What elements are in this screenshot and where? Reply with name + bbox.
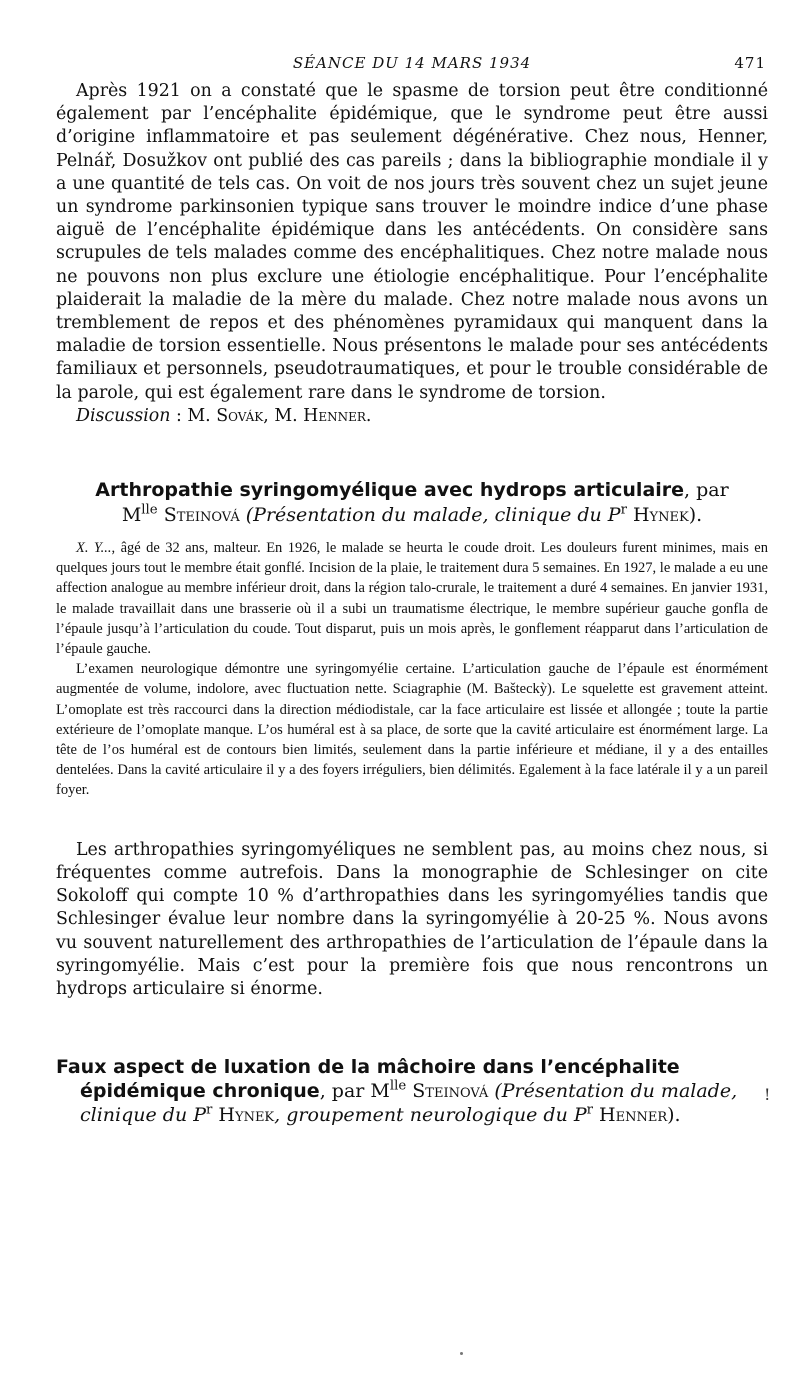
section-heading-arthropathie bbox=[56, 478, 768, 528]
case-history-text: , âgé de 32 ans, malteur. En 1926, le malade se heurta le coude droit. Les douleurs furent minimes, mais en quelques jours tout le membre était gonflé. Incision de la plaie, le traitement dura 5 semaines. En 1927, le malade a eu une affection analogue au membre inférieur droit, dans la région talo-crurale, le traitement a duré 4 semaines. En janvier 1931, le malade travaillait dans une brasserie où il a subi un traumatisme électrique, le membre supérieur gauche gonfla de l’épaule jusqu’à l’articulation du coude. Tout disparut, puis un mois après, le gonflement réapparut dans l’articulation de l’épaule gauche. bbox=[56, 540, 768, 658]
stray-dot bbox=[460, 1352, 463, 1355]
discussion-sep: : bbox=[170, 405, 188, 426]
presentation-note: (Présentation du malade, clinique du P bbox=[245, 504, 621, 527]
case-patient-id: X. Y... bbox=[76, 540, 112, 557]
note-sup: r bbox=[620, 502, 627, 518]
case-history-paragraph bbox=[56, 538, 768, 659]
section2-note-a: (Présentation du malade, clinique du P bbox=[80, 1080, 738, 1127]
section2-note-b-sup: r bbox=[586, 1102, 593, 1118]
section2-title: Faux aspect de luxation de la mâchoire dans l’encéphalite épidémique chronique bbox=[56, 1056, 680, 1103]
discussion-label: Discussion bbox=[76, 405, 171, 426]
author-sup: lle bbox=[141, 502, 158, 518]
note-name: Hynek bbox=[626, 504, 689, 527]
discussion-line bbox=[56, 405, 768, 428]
section2-note-a-sup: r bbox=[206, 1102, 213, 1118]
section2-note-b-name: Henner bbox=[593, 1104, 668, 1127]
discussion-names: M. Sovák, M. Henner. bbox=[187, 405, 372, 426]
author-prefix: M bbox=[121, 504, 142, 527]
section2-note-a-name: Hynek bbox=[212, 1104, 275, 1127]
paragraph-arthropathies: Les arthropathies syringomyéliques ne semblent pas, au moins chez nous, si fréquentes comme autrefois. Dans la monographie de Schlesinger on cite Sokoloff qui compte 10 % d’arthropathies dans les syringomyélies tandis que Schlesinger évalue leur nombre dans la syringomyélie à 20-25 %. Nous avons vu souvent naturellement des arthropathies de l’articulation de l’épaule dans la syringomyélie. Mais c’est pour la première fois que nous rencontrons un hydrops articulaire si énorme. bbox=[56, 839, 768, 999]
author-name: Steinová bbox=[157, 504, 246, 527]
paragraph-spasme-torsion: Après 1921 on a constaté que le spasme de torsion peut être conditionné également par l’encéphalite épidémique, que le syndrome peut être aussi d’origine inflammatoire et pas seulement dégénérative. Chez nous, Henner, Pelnář, Dosužkov ont publié des cas pareils ; dans la bibliographie mondiale il y a une quantité de tels cas. On voit de nos jours très souvent chez un sujet jeune un syndrome parkinsonien typique sans trouver le moindre indice d’une phase aiguë de l’encéphalite épidémique dans les antécédents. On considère sans scrupules de tels malades comme des encéphalitiques. Chez notre malade nous ne pouvons non plus exclure une étiologie encéphalitique. Pour l’encéphalite plaiderait la maladie de la mère du malade. Chez notre malade nous avons un tremblement de repos et des phénomènes pyramidaux qui manquent dans la maladie de torsion essentielle. Nous présentons le malade pour ses antécédents familiaux et personnels, pseudotraumatiques, et pour le trouble considérable de la parole, qui est également rare dans le syndrome de torsion. bbox=[56, 81, 768, 403]
running-head bbox=[56, 54, 768, 80]
margin-mark: ! bbox=[764, 1085, 771, 1104]
section2-author-sup: lle bbox=[389, 1078, 407, 1094]
section2-author-name: Steinová bbox=[406, 1080, 495, 1103]
section2-note-b: , groupement neurologique du P bbox=[274, 1104, 587, 1127]
section-title: Arthropathie syringomyélique avec hydrops articulaire bbox=[95, 479, 685, 502]
running-head-title: SÉANCE DU 14 MARS 1934 bbox=[292, 54, 532, 72]
page-number: 471 bbox=[734, 54, 766, 72]
page bbox=[56, 54, 771, 1127]
section2-note-close: ). bbox=[667, 1104, 681, 1127]
section2-by: , par bbox=[319, 1080, 371, 1103]
note-close: ). bbox=[688, 504, 703, 527]
case-report bbox=[56, 538, 768, 801]
section-heading-luxation bbox=[56, 1055, 771, 1127]
section2-author-prefix: M bbox=[370, 1080, 390, 1103]
case-examination-paragraph: L’examen neurologique démontre une syringomyélie certaine. L’articulation gauche de l’épaule est énormément augmentée de volume, indolore, avec fluctuation nette. Sciagraphie (M. Bašteckỳ). Le squelette est gravement atteint. L’omoplate est très raccourci dans la direction médiodistale, car la face articulaire est lissée et allongée ; toute la partie extérieure de l’omoplate manque. L’os huméral est à sa place, de sorte que la cavité articulaire est énormément large. La tête de l’os huméral est de contours bien limités, seulement dans la partie inférieure et médiane, il y a des entailles dentelées. Dans la cavité articulaire il y a des foyers irréguliers, bien délimités. Egalement à la face latérale il y a un pareil foyer. bbox=[56, 661, 768, 799]
section-title-by: , par bbox=[684, 479, 729, 502]
